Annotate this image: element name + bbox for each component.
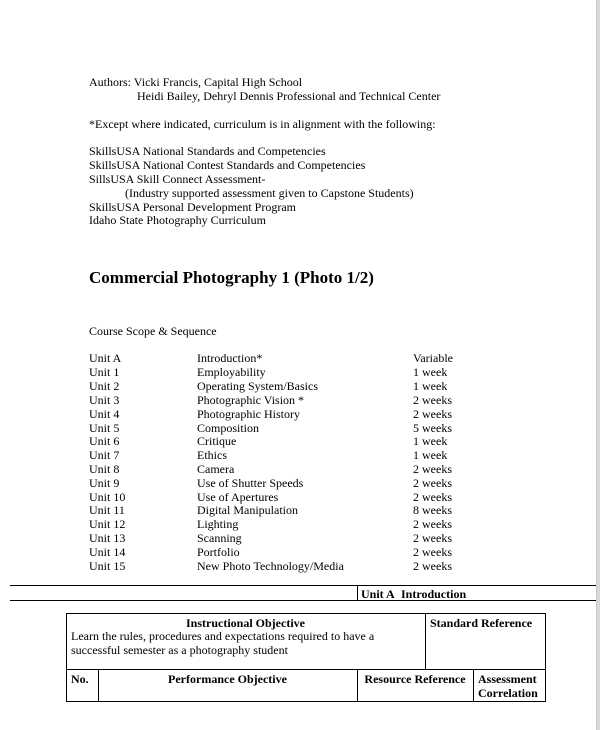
unit-duration: 8 weeks [413,503,452,517]
unit-label: Unit 9 [89,476,120,490]
unit-duration: 1 week [413,448,448,462]
authors-line-2: Heidi Bailey, Dehryl Dennis Professional and Technical Center [137,89,441,103]
unit-duration: 1 week [413,365,448,379]
unit-topic: Ethics [197,448,227,462]
instructional-objective-heading: Instructional Objective [186,616,305,630]
unit-label: Unit 15 [89,559,126,573]
table-border [545,613,546,702]
unit-topic: Photographic History [197,407,300,421]
divider [10,600,596,601]
unit-row [0,503,596,517]
unit-label: Unit 3 [89,393,120,407]
unit-label: Unit 1 [89,365,120,379]
unit-row [0,379,596,393]
unit-topic: Use of Apertures [197,490,279,504]
scope-label: Course Scope & Sequence [89,324,217,338]
instructional-objective-text: successful semester as a photography student [71,643,288,657]
table-border [66,701,546,702]
unit-row [0,393,596,407]
alignment-note: *Except where indicated, curriculum is in alignment with the following: [89,117,436,131]
unit-label: Unit 14 [89,545,126,559]
unit-row [0,545,596,559]
unit-duration: 2 weeks [413,393,452,407]
unit-duration: 2 weeks [413,490,452,504]
standard-item: SkillsUSA National Standards and Competencies [89,144,326,158]
authors-line-1: Authors: Vicki Francis, Capital High School [89,75,303,89]
unit-row [0,531,596,545]
unit-duration: 2 weeks [413,407,452,421]
unit-row [0,434,596,448]
divider [357,585,358,600]
unit-duration: 2 weeks [413,545,452,559]
table-border [66,669,546,670]
unit-label: Unit 12 [89,517,126,531]
unit-row [0,490,596,504]
standard-item-note: (Industry supported assessment given to Capstone Students) [125,186,414,200]
unit-row [0,421,596,435]
unit-duration: 5 weeks [413,421,452,435]
unit-label: Unit 10 [89,490,126,504]
course-title: Commercial Photography 1 (Photo 1/2) [89,268,374,287]
table-border [473,669,474,702]
unit-label: Unit 4 [89,407,120,421]
unit-topic: New Photo Technology/Media [197,559,344,573]
column-header-assessment: Assessment [478,672,537,686]
unit-topic: Scanning [197,531,242,545]
unit-topic: Operating System/Basics [197,379,318,393]
unit-topic: Photographic Vision * [197,393,305,407]
unit-duration: 2 weeks [413,517,452,531]
table-border [425,613,426,669]
unit-duration: Variable [413,351,453,365]
unit-duration: 2 weeks [413,559,452,573]
column-header-resource-reference: Resource Reference [364,672,466,686]
unit-label: Unit 6 [89,434,120,448]
unit-duration: 1 week [413,379,448,393]
unit-duration: 1 week [413,434,448,448]
unit-duration: 2 weeks [413,476,452,490]
unit-label: Unit 11 [89,503,125,517]
standard-item: SillsUSA Skill Connect Assessment- [89,172,266,186]
standard-item: Idaho State Photography Curriculum [89,213,266,227]
unit-label: Unit 7 [89,448,120,462]
standard-item: SkillsUSA Personal Development Program [89,200,296,214]
unit-topic: Lighting [197,517,239,531]
standard-item: SkillsUSA National Contest Standards and Competencies [89,158,366,172]
unit-topic: Critique [197,434,237,448]
column-header-correlation: Correlation [478,686,538,700]
unit-label: Unit 2 [89,379,120,393]
table-border [66,613,546,614]
unit-row [0,365,596,379]
unit-row [0,351,596,365]
unit-topic: Employability [197,365,266,379]
unit-row [0,448,596,462]
unit-label: Unit 8 [89,462,120,476]
unit-topic: Camera [197,462,235,476]
unit-row [0,407,596,421]
unit-label: Unit 13 [89,531,126,545]
unit-topic: Introduction* [197,351,263,365]
unit-row [0,462,596,476]
unit-duration: 2 weeks [413,462,452,476]
column-header-performance-objective: Performance Objective [168,672,287,686]
divider [10,585,596,586]
unit-topic: Portfolio [197,545,240,559]
unit-header-label: Unit A [361,587,395,601]
instructional-objective-text: Learn the rules, procedures and expectations required to have a [71,629,375,643]
unit-row [0,517,596,531]
unit-row [0,476,596,490]
unit-topic: Composition [197,421,260,435]
unit-header-name: Introduction [401,587,467,601]
unit-label: Unit A [89,351,122,365]
unit-label: Unit 5 [89,421,120,435]
unit-topic: Digital Manipulation [197,503,298,517]
unit-row [0,559,596,573]
column-header-no: No. [71,672,89,686]
unit-duration: 2 weeks [413,531,452,545]
unit-topic: Use of Shutter Speeds [197,476,304,490]
standard-reference-heading: Standard Reference [430,616,533,630]
